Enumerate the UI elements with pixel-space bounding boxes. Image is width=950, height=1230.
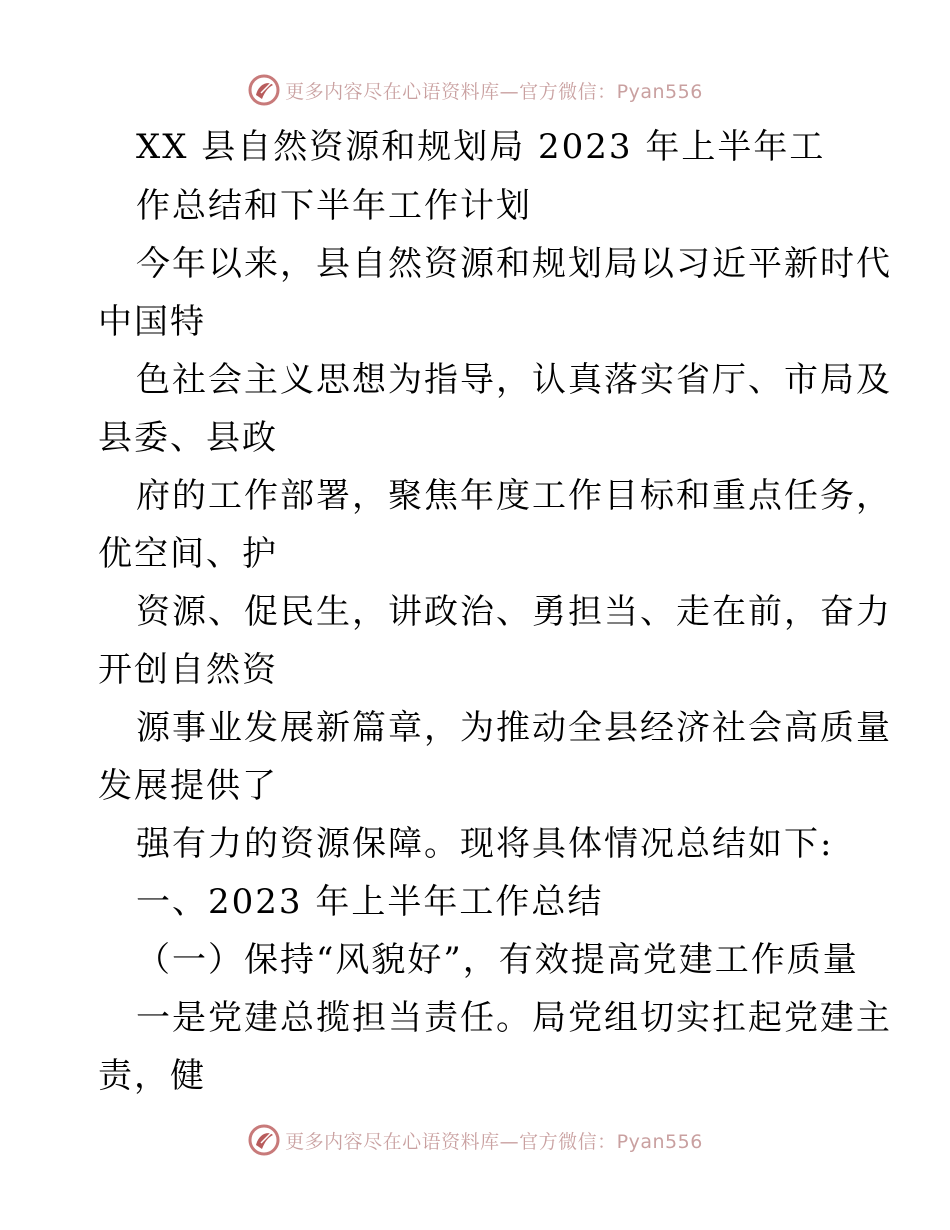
footer-watermark [0,1120,950,1160]
paragraph-line: 府的工作部署，聚焦年度工作目标和重点任务， [136,476,892,516]
paragraph-line: 责，健 [98,1056,206,1096]
paragraph-line: 源事业发展新篇章，为推动全县经济社会高质量 [136,708,892,748]
paragraph-line: 开创自然资 [98,650,278,690]
watermark-logo-icon [247,73,281,107]
section-heading: 一、2023 年上半年工作总结 [136,882,604,922]
paragraph-line: 一是党建总揽担当责任。局党组切实扛起党建主 [136,998,892,1038]
header-watermark [0,70,950,110]
paragraph-line: 发展提供了 [98,766,278,806]
paragraph-line: 中国特 [98,302,206,342]
paragraph-line: 强有力的资源保障。现将具体情况总结如下: [136,824,834,864]
paragraph-line: 资源、促民生，讲政治、勇担当、走在前，奋力 [136,592,892,632]
paragraph-line: 县委、县政 [98,418,278,458]
document-title-line-1: XX 县自然资源和规划局 2023 年上半年工 [136,127,826,167]
watermark-text: 更多内容尽在心语资料库—官方微信：Pyan556 [285,80,703,103]
subsection-heading: （一）保持“风貌好”，有效提高党建工作质量 [136,940,859,980]
watermark-text: 更多内容尽在心语资料库—官方微信：Pyan556 [285,1130,703,1153]
paragraph-line: 今年以来，县自然资源和规划局以习近平新时代 [136,244,892,284]
watermark-logo-icon [247,1123,281,1157]
document-title-line-2: 作总结和下半年工作计划 [136,186,532,226]
paragraph-line: 色社会主义思想为指导，认真落实省厅、市局及 [136,360,892,400]
paragraph-line: 优空间、护 [98,534,278,574]
